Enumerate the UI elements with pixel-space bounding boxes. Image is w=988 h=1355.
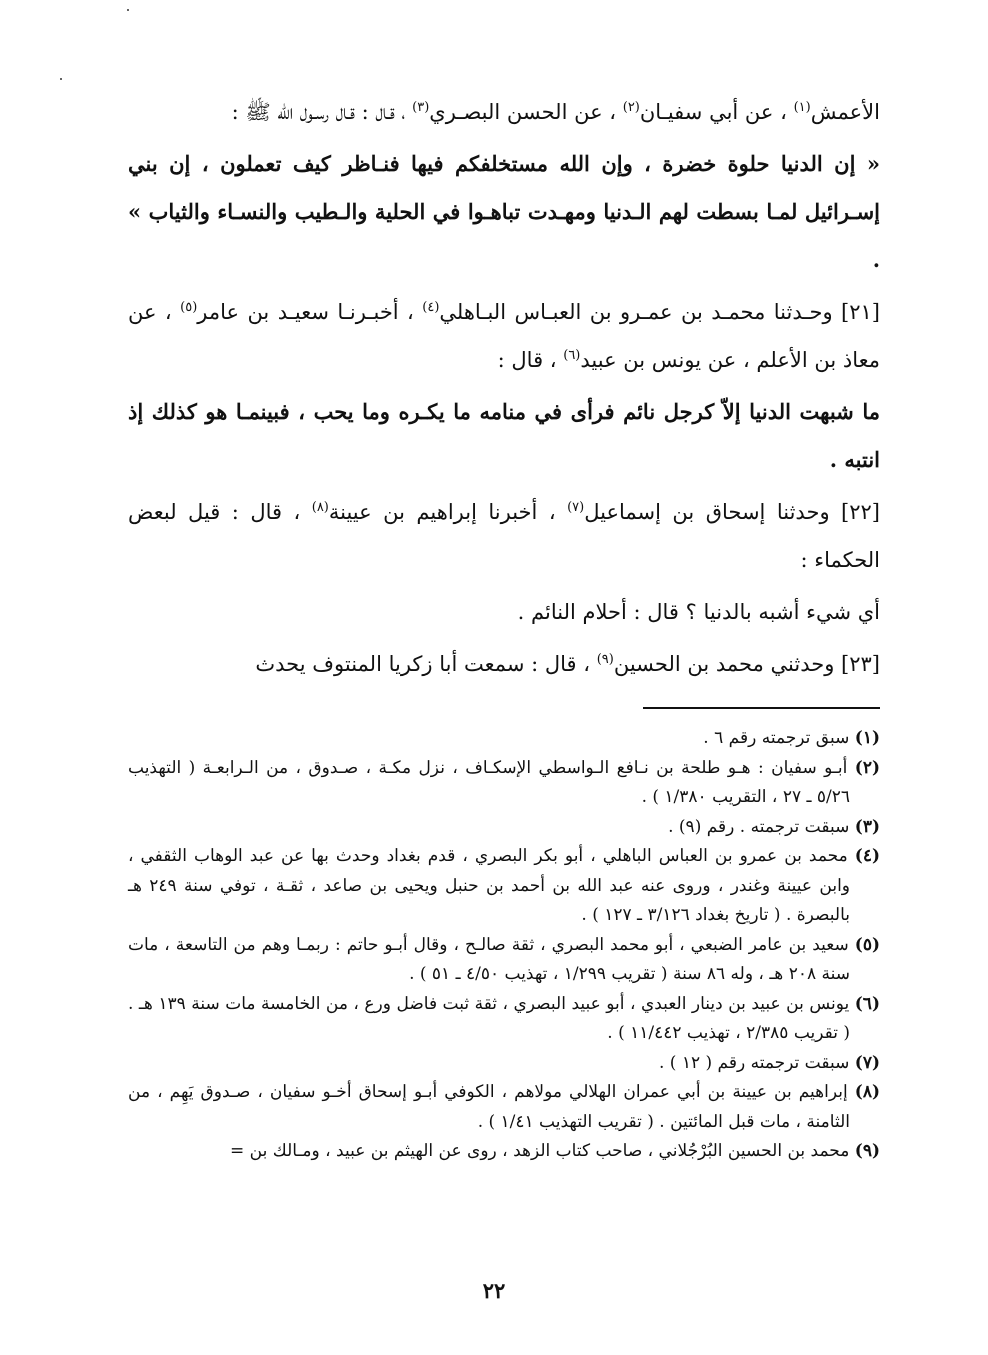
footnote-number: (٤) [854,846,880,866]
footnote-ref[interactable]: (٨) [311,500,329,515]
footnote-number: (١) [854,728,880,748]
footnote-1 [128,724,880,754]
footnote-ref[interactable]: (٢) [622,100,640,115]
text-run: [٢٢] وحدثنا إسحاق بن إسماعيل [584,500,880,524]
footnote-number: (٥) [854,934,880,955]
footnote-4 [128,842,880,931]
footnote-number: (٨) [854,1082,880,1102]
footnote-8 [128,1078,880,1137]
footnote-text: سبقت ترجمته . رقم (٩) . [668,816,855,837]
footnote-number: (٣) [854,816,880,837]
footnote-ref[interactable]: (١) [793,100,811,115]
scan-speck [127,9,129,11]
footnote-3 [128,813,880,843]
footnote-ref[interactable]: (٤) [422,300,440,315]
text-run: ، أخبـرنـا سعيـد بن عامر [197,300,423,324]
footnote-9 [128,1137,880,1167]
footnote-text: سبقت ترجمته رقم ( ١٢ ) . [658,1052,855,1073]
footnote-number: (٢) [854,757,880,778]
text-run: ، عن الحسن البصـري [429,100,623,124]
text-run: ، قـال : قـال رسـول الله ﷺ : [231,100,413,124]
footnote-text: سعيد بن عامر الضبعي ، أبو محمد البصري ، ثقة صالـح ، وقال أبـو حاتم : ربمـا وهم من التاسعة ، مات سنة ٢٠٨ هـ ، وله ٨٦ سنة ( تقريب ١/٢٩٩ ، تهذيب ٤/٥٠ ـ ٥١ ) . [128,934,855,984]
saying-dream: ما شبهت الدنيا إلاّ كرجل نائم فرأى في منامه ما يكـره وما يحب ، فبينمـا هو كذلك إذ انتبه . [128,399,880,472]
page-number: ٢٢ [482,1278,506,1303]
footnote-text: إبراهيم بن عيينة بن أبي عمران الهلالي مولاهم ، الكوفي أبـو إسحاق أخـو سفيان ، صـدوق يَهِم ، من الثامنة ، مات قبل المائتين . ( تقريب التهذيب ١/٤١ ) . [128,1082,855,1132]
footnote-text: محمد بن عمرو بن العباس الباهلي ، أبو بكر البصري ، قدم بغداد وحدث بها عن عبد الوهاب الثقفي ، وابن عيينة وغندر ، وروى عنه عبد الله بن أحمد بن حنبل ويحيى بن صاعد ، ثقـة ، توفي سنة ٢٤٩ هـ بالبصرة . ( تاريخ بغداد ٣/١٢٦ ـ ١٢٧ ) . [128,846,855,925]
paragraph-22 [128,488,880,584]
text-run: [٢٣] وحدثني محمد بن الحسين [613,652,880,676]
paragraph-21 [128,288,880,384]
text-run: ، أخبرنا إبراهيم بن عيينة [328,500,568,524]
footnote-ref[interactable]: (٣) [412,100,430,115]
text-run: ، عن أبي سفيـان [639,100,794,124]
footnote-text: سبق ترجمته رقم ٦ . [703,728,855,748]
footnote-6 [128,990,880,1049]
footnote-5 [128,931,880,990]
footnote-number: (٧) [854,1052,880,1073]
paragraph-intro [128,88,880,136]
paragraph-23 [128,640,880,688]
footnotes [128,724,880,1167]
footnote-text: يونس بن عبيد بن دينار العبدي ، أبو عبيد البصري ، ثقة ثبت فاضل ورع ، من الخامسة مات سنة ١٣٩ هـ . ( تقريب ٢/٣٨٥ ، تهذيب ١١/٤٤٢ ) . [128,993,855,1043]
footnote-ref[interactable]: (٩) [596,652,614,667]
footnote-number: (٦) [854,993,880,1014]
text-run: [٢١] وحـدثنا محمـد بن عمـرو بن العبـاس البـاهلي [439,300,880,324]
footnote-text: أبـو سفيان : هـو طلحة بن نـافع الـواسطي الإسكـاف ، نزل مكـة ، صـدوق ، من الـرابعـة ( التهذيب ٥/٢٦ ـ ٢٧ ، التقريب ١/٣٨٠ ) . [128,757,855,807]
footnote-ref[interactable]: (٥) [180,300,198,315]
text-run: ، عن معاذ بن الأعلم ، عن يونس بن عبيد [128,300,880,372]
footnote-ref[interactable]: (٦) [563,348,581,363]
footnote-7 [128,1049,880,1079]
text-run: ، قال : قيل لبعض الحكماء : [128,500,880,572]
footnote-ref[interactable]: (٧) [567,500,585,515]
footnote-text: محمد بن الحسين البُرْجُلاني ، صاحب كتاب الزهد ، روى عن الهيثم بن عبيد ، ومـالك بن = [230,1141,855,1161]
text-run: ، قال : [497,348,564,372]
text-run: الأعمش [810,100,880,124]
main-text [128,88,880,692]
hadith-quote: « إن الدنيا حلوة خضرة ، وإن الله مستخلفكم فيها فنـاظر كيف تعملون ، إن بني إسـرائيل لمـا بسطت لهم الـدنيا ومهـدت تباهـوا في الحلية والـطيب والنسـاء والثياب » . [128,151,880,272]
footnote-separator [643,707,880,709]
footnote-2 [128,754,880,813]
text-run: ، قال : سمعت أبا زكريا المنتوف يحدث [255,652,597,676]
scan-speck [60,78,62,80]
footnote-number: (٩) [854,1141,880,1161]
saying-wisdom: أي شيء أشبه بالدنيا ؟ قال : أحلام النائم . [517,600,880,624]
